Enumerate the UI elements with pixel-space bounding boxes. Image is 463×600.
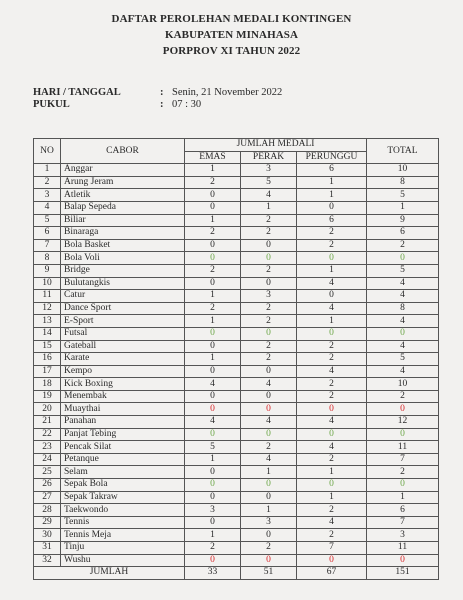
cell-perak: 0 — [241, 277, 297, 290]
cell-no: 23 — [34, 441, 61, 454]
cell-perak: 1 — [241, 466, 297, 479]
table-row — [34, 227, 439, 240]
cell-no: 8 — [34, 252, 61, 265]
cell-no: 17 — [34, 365, 61, 378]
cell-emas: 0 — [185, 390, 241, 403]
table-row — [34, 176, 439, 189]
table-row — [34, 491, 439, 504]
table-row — [34, 365, 439, 378]
cell-cabor: E-Sport — [61, 315, 185, 328]
table-row — [34, 302, 439, 315]
table-row — [34, 264, 439, 277]
cell-total: 0 — [367, 327, 439, 340]
cell-emas: 2 — [185, 542, 241, 555]
cell-emas: 1 — [185, 529, 241, 542]
cell-cabor: Catur — [61, 290, 185, 303]
table-row — [34, 315, 439, 328]
cell-no: 26 — [34, 479, 61, 492]
cell-perak: 2 — [241, 214, 297, 227]
cell-cabor: Tinju — [61, 542, 185, 555]
cell-emas: 0 — [185, 403, 241, 416]
cell-emas: 0 — [185, 327, 241, 340]
cell-perak: 2 — [241, 542, 297, 555]
cell-no: 24 — [34, 453, 61, 466]
cell-no: 12 — [34, 302, 61, 315]
cell-emas: 2 — [185, 176, 241, 189]
table-row — [34, 277, 439, 290]
cell-cabor: Menembak — [61, 390, 185, 403]
cell-emas: 1 — [185, 453, 241, 466]
cell-emas: 0 — [185, 491, 241, 504]
time-colon: : — [160, 99, 164, 110]
cell-perak: 0 — [241, 327, 297, 340]
cell-total: 1 — [367, 201, 439, 214]
cell-perak: 0 — [241, 479, 297, 492]
cell-perak: 4 — [241, 189, 297, 202]
cell-perunggu: 1 — [297, 466, 367, 479]
table-header-row — [34, 139, 439, 152]
table-row — [34, 378, 439, 391]
cell-perak: 2 — [241, 353, 297, 366]
cell-perunggu: 2 — [297, 504, 367, 517]
cell-cabor: Karate — [61, 353, 185, 366]
cell-emas: 0 — [185, 516, 241, 529]
footer-perak: 51 — [241, 567, 297, 580]
header-perak: PERAK — [241, 151, 297, 164]
cell-perak: 1 — [241, 504, 297, 517]
cell-no: 15 — [34, 340, 61, 353]
table-row — [34, 327, 439, 340]
cell-cabor: Bulutangkis — [61, 277, 185, 290]
cell-no: 2 — [34, 176, 61, 189]
document-title — [0, 11, 463, 59]
cell-total: 9 — [367, 214, 439, 227]
cell-perak: 2 — [241, 315, 297, 328]
cell-no: 21 — [34, 416, 61, 429]
cell-cabor: Atletik — [61, 189, 185, 202]
cell-cabor: Panahan — [61, 416, 185, 429]
cell-perunggu: 4 — [297, 302, 367, 315]
cell-emas: 0 — [185, 466, 241, 479]
cell-perunggu: 6 — [297, 164, 367, 177]
table-row — [34, 239, 439, 252]
cell-total: 0 — [367, 403, 439, 416]
cell-perunggu: 2 — [297, 239, 367, 252]
cell-cabor: Anggar — [61, 164, 185, 177]
table-row — [34, 164, 439, 177]
cell-no: 22 — [34, 428, 61, 441]
cell-no: 9 — [34, 264, 61, 277]
cell-emas: 2 — [185, 264, 241, 277]
cell-no: 27 — [34, 491, 61, 504]
cell-total: 0 — [367, 479, 439, 492]
cell-total: 10 — [367, 378, 439, 391]
footer-label: JUMLAH — [34, 567, 185, 580]
cell-emas: 0 — [185, 252, 241, 265]
cell-emas: 0 — [185, 365, 241, 378]
cell-perunggu: 0 — [297, 554, 367, 567]
cell-emas: 0 — [185, 277, 241, 290]
cell-emas: 1 — [185, 353, 241, 366]
cell-cabor: Tennis — [61, 516, 185, 529]
table-row — [34, 466, 439, 479]
cell-cabor: Pencak Silat — [61, 441, 185, 454]
cell-cabor: Bridge — [61, 264, 185, 277]
cell-perunggu: 2 — [297, 340, 367, 353]
cell-perak: 0 — [241, 491, 297, 504]
cell-total: 2 — [367, 390, 439, 403]
cell-total: 7 — [367, 516, 439, 529]
footer-emas: 33 — [185, 567, 241, 580]
cell-total: 0 — [367, 554, 439, 567]
cell-no: 11 — [34, 290, 61, 303]
header-no: NO — [34, 139, 61, 164]
table-body — [34, 164, 439, 567]
cell-cabor: Taekwondo — [61, 504, 185, 517]
cell-cabor: Dance Sport — [61, 302, 185, 315]
title-line-2: KABUPATEN MINAHASA — [164, 29, 299, 41]
cell-emas: 4 — [185, 416, 241, 429]
date-value: Senin, 21 November 2022 — [172, 87, 283, 98]
cell-cabor: Sepak Takraw — [61, 491, 185, 504]
time-label: PUKUL — [33, 99, 70, 110]
cell-perunggu: 6 — [297, 214, 367, 227]
cell-emas: 1 — [185, 290, 241, 303]
table-row — [34, 214, 439, 227]
cell-emas: 1 — [185, 315, 241, 328]
cell-cabor: Kempo — [61, 365, 185, 378]
cell-cabor: Petanque — [61, 453, 185, 466]
cell-total: 3 — [367, 529, 439, 542]
date-row — [33, 87, 282, 98]
cell-emas: 0 — [185, 428, 241, 441]
cell-total: 5 — [367, 353, 439, 366]
cell-cabor: Futsal — [61, 327, 185, 340]
cell-total: 4 — [367, 365, 439, 378]
table-row — [34, 201, 439, 214]
cell-total: 11 — [367, 441, 439, 454]
cell-cabor: Binaraga — [61, 227, 185, 240]
cell-perunggu: 4 — [297, 441, 367, 454]
cell-emas: 3 — [185, 504, 241, 517]
date-label: HARI / TANGGAL — [33, 87, 121, 98]
cell-perak: 0 — [241, 529, 297, 542]
footer-perunggu: 67 — [297, 567, 367, 580]
cell-perak: 3 — [241, 516, 297, 529]
cell-perak: 3 — [241, 164, 297, 177]
cell-perak: 0 — [241, 252, 297, 265]
cell-no: 29 — [34, 516, 61, 529]
cell-no: 28 — [34, 504, 61, 517]
cell-perunggu: 1 — [297, 176, 367, 189]
header-emas: EMAS — [185, 151, 241, 164]
cell-emas: 0 — [185, 479, 241, 492]
cell-cabor: Tennis Meja — [61, 529, 185, 542]
table-row — [34, 428, 439, 441]
cell-cabor: Selam — [61, 466, 185, 479]
cell-cabor: Bola Voli — [61, 252, 185, 265]
cell-emas: 2 — [185, 227, 241, 240]
cell-emas: 0 — [185, 189, 241, 202]
cell-no: 32 — [34, 554, 61, 567]
cell-perunggu: 2 — [297, 453, 367, 466]
cell-total: 0 — [367, 428, 439, 441]
cell-emas: 0 — [185, 340, 241, 353]
cell-total: 2 — [367, 239, 439, 252]
table-row — [34, 252, 439, 265]
cell-total: 11 — [367, 542, 439, 555]
cell-total: 8 — [367, 176, 439, 189]
cell-no: 20 — [34, 403, 61, 416]
cell-perunggu: 4 — [297, 365, 367, 378]
table-row — [34, 453, 439, 466]
cell-no: 14 — [34, 327, 61, 340]
cell-cabor: Bola Basket — [61, 239, 185, 252]
table-row — [34, 390, 439, 403]
cell-emas: 4 — [185, 378, 241, 391]
cell-perak: 3 — [241, 290, 297, 303]
cell-perunggu: 2 — [297, 378, 367, 391]
cell-total: 6 — [367, 504, 439, 517]
cell-perunggu: 4 — [297, 277, 367, 290]
cell-total: 7 — [367, 453, 439, 466]
cell-perunggu: 2 — [297, 353, 367, 366]
cell-cabor: Biliar — [61, 214, 185, 227]
cell-perunggu: 0 — [297, 252, 367, 265]
cell-no: 18 — [34, 378, 61, 391]
cell-perunggu: 2 — [297, 529, 367, 542]
cell-cabor: Wushu — [61, 554, 185, 567]
cell-emas: 0 — [185, 554, 241, 567]
cell-perunggu: 1 — [297, 491, 367, 504]
cell-no: 30 — [34, 529, 61, 542]
cell-total: 5 — [367, 264, 439, 277]
cell-no: 19 — [34, 390, 61, 403]
cell-total: 2 — [367, 466, 439, 479]
cell-perunggu: 1 — [297, 189, 367, 202]
table-row — [34, 353, 439, 366]
medal-table — [33, 138, 439, 580]
cell-emas: 0 — [185, 239, 241, 252]
cell-perak: 1 — [241, 201, 297, 214]
cell-no: 4 — [34, 201, 61, 214]
cell-perak: 2 — [241, 264, 297, 277]
footer-total: 151 — [367, 567, 439, 580]
cell-total: 4 — [367, 340, 439, 353]
cell-cabor: Kick Boxing — [61, 378, 185, 391]
cell-total: 5 — [367, 189, 439, 202]
cell-no: 1 — [34, 164, 61, 177]
cell-perunggu: 0 — [297, 403, 367, 416]
header-cabor: CABOR — [61, 139, 185, 164]
time-row — [33, 99, 201, 110]
table-row — [34, 554, 439, 567]
header-jumlah-medali: JUMLAH MEDALI — [185, 139, 367, 152]
cell-emas: 2 — [185, 302, 241, 315]
cell-total: 4 — [367, 290, 439, 303]
cell-cabor: Gateball — [61, 340, 185, 353]
cell-perunggu: 4 — [297, 516, 367, 529]
cell-perak: 4 — [241, 453, 297, 466]
cell-total: 12 — [367, 416, 439, 429]
table-row — [34, 441, 439, 454]
cell-perak: 0 — [241, 239, 297, 252]
cell-perunggu: 1 — [297, 315, 367, 328]
title-line-1: DAFTAR PEROLEHAN MEDALI KONTINGEN — [111, 13, 352, 25]
table-row — [34, 416, 439, 429]
cell-perunggu: 2 — [297, 390, 367, 403]
table-row — [34, 479, 439, 492]
date-colon: : — [160, 87, 164, 98]
table-row — [34, 542, 439, 555]
table-row — [34, 504, 439, 517]
header-perunggu: PERUNGGU — [297, 151, 367, 164]
cell-perunggu: 0 — [297, 479, 367, 492]
cell-total: 6 — [367, 227, 439, 240]
cell-no: 16 — [34, 353, 61, 366]
cell-perak: 2 — [241, 302, 297, 315]
cell-total: 10 — [367, 164, 439, 177]
cell-perunggu: 0 — [297, 290, 367, 303]
cell-no: 31 — [34, 542, 61, 555]
cell-total: 8 — [367, 302, 439, 315]
cell-perak: 0 — [241, 428, 297, 441]
title-line-3: PORPROV XI TAHUN 2022 — [162, 45, 301, 57]
cell-no: 10 — [34, 277, 61, 290]
time-value: 07 : 30 — [172, 99, 202, 110]
table-row — [34, 290, 439, 303]
cell-cabor: Balap Sepeda — [61, 201, 185, 214]
cell-perunggu: 7 — [297, 542, 367, 555]
cell-emas: 1 — [185, 164, 241, 177]
table-row — [34, 516, 439, 529]
cell-cabor: Muaythai — [61, 403, 185, 416]
cell-emas: 0 — [185, 201, 241, 214]
cell-cabor: Panjat Tebing — [61, 428, 185, 441]
cell-total: 0 — [367, 252, 439, 265]
cell-perunggu: 2 — [297, 227, 367, 240]
cell-total: 1 — [367, 491, 439, 504]
cell-perak: 4 — [241, 378, 297, 391]
cell-emas: 1 — [185, 214, 241, 227]
cell-total: 4 — [367, 315, 439, 328]
cell-perunggu: 4 — [297, 416, 367, 429]
cell-perak: 0 — [241, 365, 297, 378]
cell-perunggu: 1 — [297, 264, 367, 277]
cell-perak: 0 — [241, 390, 297, 403]
cell-perak: 0 — [241, 554, 297, 567]
cell-total: 4 — [367, 277, 439, 290]
cell-perak: 5 — [241, 176, 297, 189]
cell-no: 25 — [34, 466, 61, 479]
cell-no: 7 — [34, 239, 61, 252]
table-row — [34, 340, 439, 353]
header-total: TOTAL — [367, 139, 439, 164]
cell-no: 13 — [34, 315, 61, 328]
cell-perak: 2 — [241, 227, 297, 240]
cell-perunggu: 0 — [297, 428, 367, 441]
table-row — [34, 403, 439, 416]
table-footer-row — [34, 567, 439, 580]
cell-no: 5 — [34, 214, 61, 227]
table-row — [34, 189, 439, 202]
cell-perunggu: 0 — [297, 327, 367, 340]
cell-emas: 5 — [185, 441, 241, 454]
cell-perunggu: 0 — [297, 201, 367, 214]
cell-perak: 2 — [241, 340, 297, 353]
cell-perak: 0 — [241, 403, 297, 416]
cell-perak: 2 — [241, 441, 297, 454]
cell-perak: 4 — [241, 416, 297, 429]
table-row — [34, 529, 439, 542]
cell-no: 6 — [34, 227, 61, 240]
cell-no: 3 — [34, 189, 61, 202]
cell-cabor: Arung Jeram — [61, 176, 185, 189]
cell-cabor: Sepak Bola — [61, 479, 185, 492]
